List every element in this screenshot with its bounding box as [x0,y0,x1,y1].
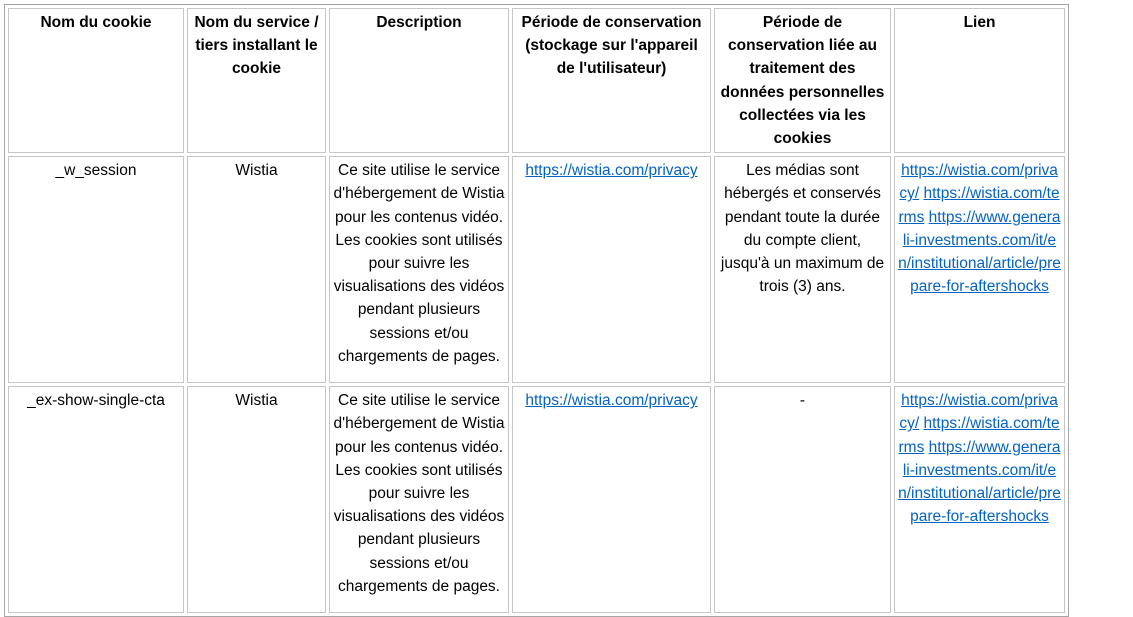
cell-links [894,156,1065,383]
generali-article-link[interactable]: https://www.generali-investments.com/it/en/institutional/article/prepare-for-aftershocks [898,438,1061,526]
table-header-row [8,8,1065,153]
cell-description: Ce site utilise le service d'hébergement de Wistia pour les contenus vidéo. Les cookies sont utilisés pour suivre les visualisations des vidéos pendant plusieurs sessions et/ou chargements de pages. [329,156,509,383]
cell-processing-period: Les médias sont hébergés et conservés pendant toute la durée du compte client, jusqu'à un maximum de trois (3) ans. [714,156,891,383]
header-processing-period: Période de conservation liée au traitement des données personnelles collectées via les cookies [714,8,891,153]
privacy-link[interactable]: https://wistia.com/privacy/ [899,162,1058,203]
terms-link[interactable]: https://wistia.com/terms [898,415,1060,456]
table-row [8,156,1065,383]
cookie-table-container [4,4,1069,617]
cell-cookie-name: _w_session [8,156,184,383]
header-cookie-name: Nom du cookie [8,8,184,153]
cell-description: Ce site utilise le service d'hébergement de Wistia pour les contenus vidéo. Les cookies sont utilisés pour suivre les visualisations des vidéos pendant plusieurs sessions et/ou chargements de pages. [329,386,509,613]
cell-processing-period: - [714,386,891,613]
storage-period-link[interactable]: https://wistia.com/privacy [525,162,698,180]
table-row [8,386,1065,613]
cookie-table [4,4,1069,617]
header-description: Description [329,8,509,153]
privacy-link[interactable]: https://wistia.com/privacy/ [899,392,1058,433]
cell-service: Wistia [187,156,326,383]
cell-storage-period [512,386,711,613]
generali-article-link[interactable]: https://www.generali-investments.com/it/en/institutional/article/prepare-for-aftershocks [898,208,1061,296]
terms-link[interactable]: https://wistia.com/terms [898,185,1060,226]
header-storage-period: Période de conservation (stockage sur l'appareil de l'utilisateur) [512,8,711,153]
cell-links [894,386,1065,613]
header-service: Nom du service / tiers installant le cookie [187,8,326,153]
header-link: Lien [894,8,1065,153]
cell-service: Wistia [187,386,326,613]
cell-storage-period [512,156,711,383]
storage-period-link[interactable]: https://wistia.com/privacy [525,392,698,410]
cell-cookie-name: _ex-show-single-cta [8,386,184,613]
